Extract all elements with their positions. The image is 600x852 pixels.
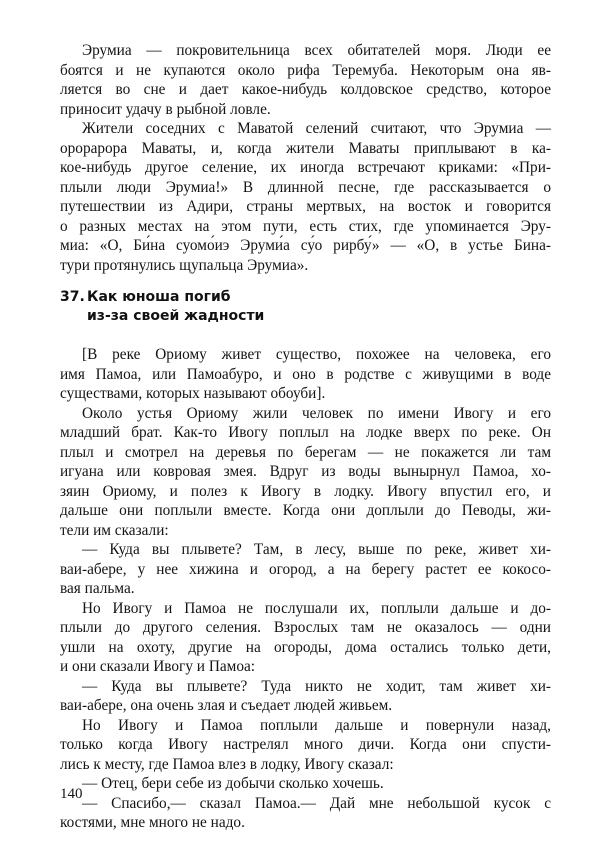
text-line: имя Памоа, или Памоабуро, и оно в родстве с живущими в воде — [60, 365, 551, 383]
text-line: орорарора Маваты, и, когда жители Маваты приплывают в ка- — [60, 139, 551, 157]
text-line: приносит удачу в рыбной ловле. — [60, 100, 271, 118]
paragraph — [60, 716, 551, 775]
text-line: плыли люди Эрумиа!» В длинной песне, где рассказывается о — [60, 178, 551, 196]
text-line: костями, мне много не надо. — [60, 814, 245, 831]
page-number: 140 — [60, 786, 83, 802]
text-line: младший брат. Как-то Ивогу поплыл на лодке вверх по реке. Он — [60, 424, 551, 441]
text-line: Около устья Ориому жили человек по имени Ивогу и его — [82, 404, 551, 422]
chapter-number: 37. — [60, 289, 85, 305]
paragraph — [60, 677, 551, 716]
text-line: Эрумиа — покровительница всех обитателей моря. Люди ее — [82, 42, 551, 59]
paragraph — [60, 345, 551, 404]
text-line: миа: «О, Би́на суомо́иэ Эруми́а су́о рирбу́» — «О, в устье Бина- — [60, 237, 551, 254]
chapter-heading — [60, 288, 264, 326]
text-line: лись к месту, где Памоа влез в лодку, Ивогу сказал: — [60, 755, 394, 773]
paragraph — [60, 404, 551, 541]
text-line: — Отец, бери себе из добычи сколько хочешь. — [82, 775, 384, 792]
text-line: и они сказали Ивогу и Памоа: — [60, 658, 256, 675]
text-line: о разных местах на этом пути, есть стих, где упоминается Эру- — [60, 217, 551, 235]
section-2-text — [60, 345, 551, 833]
paragraph — [60, 41, 551, 119]
paragraph — [60, 794, 551, 833]
text-line: тели им сказали: — [60, 521, 169, 539]
text-line: плыли до другого селения. Взрослых там не оказалось — одни — [60, 619, 551, 636]
text-line: — Куда вы плывете? Туда никто не ходит, там живет хи- — [82, 677, 551, 695]
section-1-text — [60, 41, 551, 275]
text-line: ваи-абере, она очень злая и съедает людей живьем. — [60, 697, 393, 714]
text-line: — Куда вы плывете? Там, в лесу, выше по реке, живет хи- — [82, 541, 551, 558]
text-line: вая пальма. — [60, 580, 135, 597]
text-line: боятся и не купаются около рифа Теремуба. Некоторым она яв- — [60, 61, 551, 79]
text-line: существами, которых называют обоуби]. — [60, 385, 326, 402]
text-line: [В реке Ориому живет существо, похожее на человека, его — [82, 346, 551, 363]
chapter-title-line: из-за своей жадности — [87, 308, 265, 324]
text-line: Но Ивогу и Памоа не послушали их, поплыли дальше и до- — [82, 599, 551, 617]
chapter-title-line: Как юноша погиб — [87, 289, 231, 305]
text-line: ушли на охоту, другие на огороды, дома остались только дети, — [60, 638, 551, 656]
paragraph — [60, 540, 551, 599]
text-line: тури протянулись щупальца Эрумиа». — [60, 256, 309, 274]
text-line: игуана или ковровая змея. Вдруг из воды вынырнул Памоа, хо- — [60, 463, 551, 480]
text-line: ляется во сне и дает какое-нибудь колдовское средство, которое — [60, 81, 551, 98]
text-line: зяин Ориому, и полез к Ивогу в лодку. Ивогу впустил его, и — [60, 482, 551, 500]
text-line: Но Ивогу и Памоа поплыли дальше и повернули назад, — [82, 716, 551, 734]
text-line: дальше они поплыли вместе. Когда они доплыли до Певоды, жи- — [60, 502, 551, 519]
paragraph — [60, 774, 551, 794]
text-line: только когда Ивогу настрелял много дичи. Когда они спусти- — [60, 736, 551, 753]
text-line: — Спасибо,— сказал Памоа.— Дай мне небольшой кусок с — [82, 794, 551, 812]
paragraph — [60, 599, 551, 677]
text-line: плыл и смотрел на деревья по берегам — не покажется ли там — [60, 443, 551, 461]
text-line: ваи-абере, у нее хижина и огород, а на берегу растет ее кокосо- — [60, 560, 551, 578]
text-line: Жители соседних с Маватой селений считают, что Эрумиа — — [82, 120, 551, 137]
text-line: путешествии из Адири, страны мертвых, на восток и говорится — [60, 198, 551, 215]
paragraph — [60, 119, 551, 275]
text-line: кое-нибудь другое селение, их иногда встречают криками: «При- — [60, 159, 551, 176]
